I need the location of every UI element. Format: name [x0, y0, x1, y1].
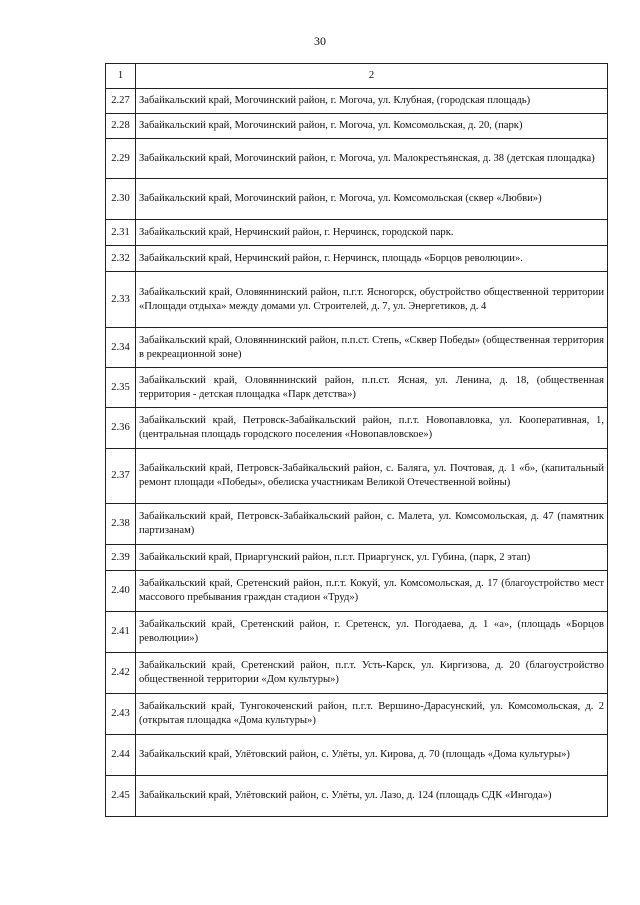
table-body	[106, 89, 608, 817]
row-address: Забайкальский край, Могочинский район, г. Могоча, ул. Комсомольская, д. 20, (парк)	[136, 114, 608, 139]
table-row	[106, 272, 608, 328]
row-address: Забайкальский край, Могочинский район, г. Могоча, ул. Клубная, (городская площадь)	[136, 89, 608, 114]
row-number: 2.40	[106, 571, 136, 612]
table-row	[106, 449, 608, 504]
table-row	[106, 504, 608, 545]
table-row	[106, 694, 608, 735]
row-number: 2.27	[106, 89, 136, 114]
row-number: 2.39	[106, 545, 136, 571]
row-number: 2.43	[106, 694, 136, 735]
column-header-number: 1	[106, 64, 136, 89]
row-number: 2.35	[106, 368, 136, 408]
table-row	[106, 735, 608, 776]
table-row	[106, 328, 608, 368]
table-row	[106, 653, 608, 694]
row-address: Забайкальский край, Сретенский район, г. Сретенск, ул. Погодаева, д. 1 «а», (площадь «Борцов революции»)	[136, 612, 608, 653]
table-row	[106, 612, 608, 653]
territory-table	[105, 63, 608, 817]
table-row	[106, 139, 608, 179]
row-number: 2.42	[106, 653, 136, 694]
row-address: Забайкальский край, Приаргунский район, п.г.т. Приаргунск, ул. Губина, (парк, 2 этап)	[136, 545, 608, 571]
table-row	[106, 246, 608, 272]
row-address: Забайкальский край, Петровск-Забайкальский район, п.г.т. Новопавловка, ул. Кооперативная, 1, (центральная площадь городского поселения «Новопавловское»)	[136, 408, 608, 449]
row-number: 2.37	[106, 449, 136, 504]
row-number: 2.38	[106, 504, 136, 545]
row-number: 2.33	[106, 272, 136, 328]
page-number: 30	[314, 34, 326, 48]
row-address: Забайкальский край, Петровск-Забайкальский район, с. Малета, ул. Комсомольская, д. 47 (памятник партизанам)	[136, 504, 608, 545]
table-row	[106, 545, 608, 571]
table-header-row	[106, 64, 608, 89]
row-address: Забайкальский край, Улётовский район, с. Улёты, ул. Кирова, д. 70 (площадь «Дома культуры»)	[136, 735, 608, 776]
table-row	[106, 368, 608, 408]
row-address: Забайкальский край, Петровск-Забайкальский район, с. Баляга, ул. Почтовая, д. 1 «б», (капитальный ремонт площади «Победы», обелиска участникам Великой Отечественной войны)	[136, 449, 608, 504]
table-row	[106, 776, 608, 817]
row-number: 2.28	[106, 114, 136, 139]
row-number: 2.44	[106, 735, 136, 776]
row-address: Забайкальский край, Могочинский район, г. Могоча, ул. Комсомольская (сквер «Любви»)	[136, 179, 608, 220]
row-number: 2.31	[106, 220, 136, 246]
table-row	[106, 220, 608, 246]
row-number: 2.29	[106, 139, 136, 179]
row-number: 2.32	[106, 246, 136, 272]
row-number: 2.30	[106, 179, 136, 220]
column-header-address: 2	[136, 64, 608, 89]
table-row	[106, 89, 608, 114]
row-number: 2.45	[106, 776, 136, 817]
row-address: Забайкальский край, Оловяннинский район, п.п.ст. Степь, «Сквер Победы» (общественная территория в рекреационной зоне)	[136, 328, 608, 368]
table-row	[106, 179, 608, 220]
table-row	[106, 571, 608, 612]
row-address: Забайкальский край, Оловяннинский район, п.п.ст. Ясная, ул. Ленина, д. 18, (общественная территория - детская площадка «Парк детства»)	[136, 368, 608, 408]
row-address: Забайкальский край, Сретенский район, п.г.т. Усть-Карск, ул. Киргизова, д. 20 (благоустройство общественной территории «Дом культуры»)	[136, 653, 608, 694]
table-row	[106, 408, 608, 449]
row-address: Забайкальский край, Нерчинский район, г. Нерчинск, площадь «Борцов революции».	[136, 246, 608, 272]
row-address: Забайкальский край, Оловяннинский район, п.г.т. Ясногорск, обустройство общественной территории «Площади отдыха» между домами ул. Строителей, д. 7, ул. Энергетиков, д. 4	[136, 272, 608, 328]
row-number: 2.34	[106, 328, 136, 368]
row-address: Забайкальский край, Могочинский район, г. Могоча, ул. Малокрестьянская, д. 38 (детская площадка)	[136, 139, 608, 179]
row-address: Забайкальский край, Тунгокоченский район, п.г.т. Вершино-Дарасунский, ул. Комсомольская, д. 2 (открытая площадка «Дома культуры»)	[136, 694, 608, 735]
row-number: 2.41	[106, 612, 136, 653]
table-row	[106, 114, 608, 139]
row-address: Забайкальский край, Сретенский район, п.г.т. Кокуй, ул. Комсомольская, д. 17 (благоустройство мест массового пребывания граждан стадион «Труд»)	[136, 571, 608, 612]
row-address: Забайкальский край, Улётовский район, с. Улёты, ул. Лазо, д. 124 (площадь СДК «Ингода»)	[136, 776, 608, 817]
row-address: Забайкальский край, Нерчинский район, г. Нерчинск, городской парк.	[136, 220, 608, 246]
row-number: 2.36	[106, 408, 136, 449]
